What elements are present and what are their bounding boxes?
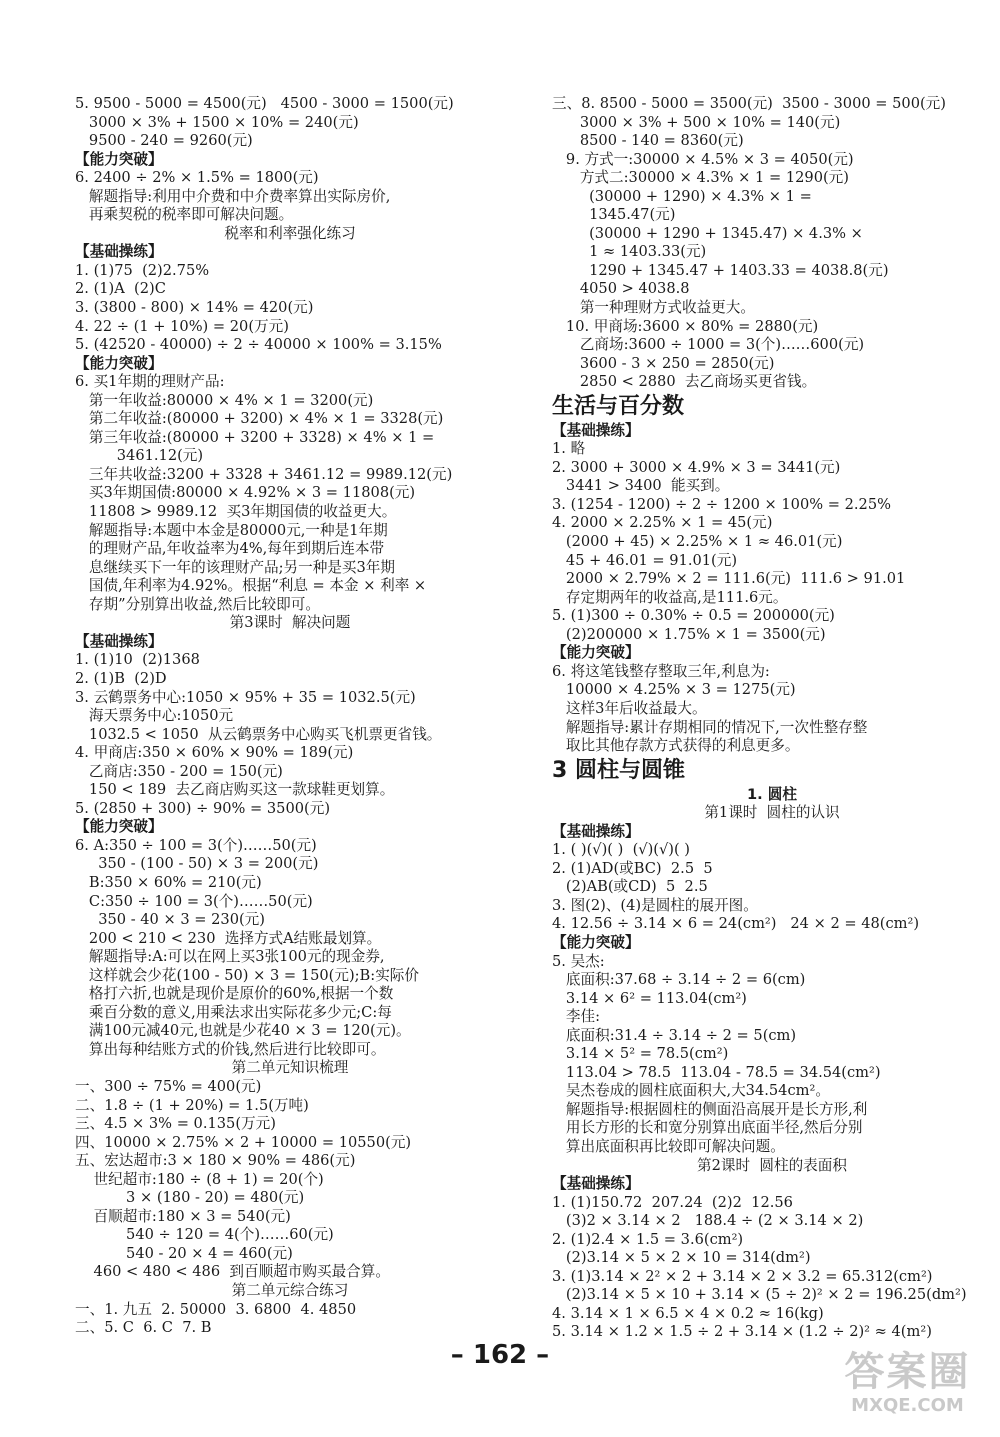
text-line: (2)200000 × 1.75% × 1 = 3500(元) [552,625,826,643]
text-line: 4. 12.56 ÷ 3.14 × 6 = 24(cm²) 24 × 2 = 48(cm²) [552,915,920,933]
watermark-en: MXQE.COM [851,1395,964,1416]
text-line: 格打六折,也就是现价是原价的60%,根据一个数 [75,985,394,1003]
text-line: 11808 > 9989.12 买3年期国债的收益更大。 [75,503,397,521]
text-line: 3. (1)3.14 × 2² × 2 + 3.14 × 2 × 3.2 = 65.312(cm²) [552,1267,933,1285]
text-line: 540 ÷ 120 = 4(个)……60(元) [75,1226,334,1244]
text-line: 解题指导:累计存期相同的情况下,一次性整存整 [552,718,868,736]
section-heading: 第3课时 解决问题 [229,614,351,632]
text-line: 三年共收益:3200 + 3328 + 3461.12 = 9989.12(元) [75,465,453,483]
text-line: 350 - (100 - 50) × 3 = 200(元) [75,855,319,873]
text-line: 460 < 480 < 486 到百顺超市购买最合算。 [75,1263,390,1281]
text-line: 1345.47(元) [552,206,676,224]
text-line: 1. 略 [552,440,586,458]
text-line: 3. (3800 - 800) × 14% = 420(元) [75,299,314,317]
text-line: 5. 9500 - 5000 = 4500(元) 4500 - 3000 = 1500(元) [75,95,454,112]
text-line: 2000 × 2.79% × 2 = 111.6(元) 111.6 > 91.01 [552,570,906,588]
text-line: 9500 - 240 = 9260(元) [75,132,253,150]
text-line: 海天票务中心:1050元 [75,707,234,725]
text-line: (30000 + 1290) × 4.3% × 1 = [552,187,812,205]
text-line: (2)3.14 × 5 × 2 × 10 = 314(dm²) [552,1249,811,1267]
section-label: 【基础操练】 [552,1175,640,1193]
text-line: 息继续买下一年的该理财产品;另一种是买3年期 [75,558,395,576]
text-line: 二、1.8 ÷ (1 + 20%) = 1.5(万吨) [75,1096,309,1114]
watermark-cn: 答案圈 [844,1349,971,1395]
chapter-heading: 3 圆柱与圆锥 [552,757,685,783]
right-column [552,95,992,1342]
text-line: 10000 × 4.25% × 3 = 1275(元) [552,681,796,699]
text-line: 1 ≈ 1403.33(元) [552,243,707,261]
text-line: 1. (1)150.72 207.24 (2)2 12.56 [552,1193,793,1211]
text-line: 3441 > 3400 能买到。 [552,477,730,495]
text-line: 540 - 20 × 4 = 460(元) [75,1244,293,1262]
text-line: 五、宏达超市:3 × 180 × 90% = 486(元) [75,1152,356,1170]
text-line: 4. 甲商店:350 × 60% × 90% = 189(元) [75,744,354,762]
text-line: 6. 2400 ÷ 2% × 1.5% = 1800(元) [75,169,319,187]
text-line: 四、10000 × 2.75% × 2 + 10000 = 10550(元) [75,1133,412,1151]
section-label: 【基础操练】 [552,421,640,439]
section-heading: 税率和利率强化练习 [224,224,356,242]
section-label: 【能力突破】 [75,354,163,372]
text-line: 113.04 > 78.5 113.04 - 78.5 = 34.54(cm²) [552,1063,881,1081]
text-line: (2000 + 45) × 2.25% × 1 ≈ 46.01(元) [552,533,843,551]
text-line: 5. (2850 + 300) ÷ 90% = 3500(元) [75,799,331,817]
text-line: 10. 甲商场:3600 × 80% = 2880(元) [552,317,819,335]
text-line: (30000 + 1290 + 1345.47) × 4.3% × [552,224,863,242]
text-line: 8500 - 140 = 8360(元) [552,132,744,150]
text-line: C:350 ÷ 100 = 3(个)……50(元) [75,892,313,910]
text-line: 乙商场:3600 ÷ 1000 = 3(个)……600(元) [552,336,865,354]
text-line: 200 < 210 < 230 选择方式A结账最划算。 [75,929,382,947]
text-line: 5. 吴杰: [552,952,605,970]
text-line: 1. (1)75 (2)2.75% [75,261,210,279]
text-line: 3000 × 3% + 500 × 10% = 140(元) [552,113,841,131]
left-column [75,95,505,1338]
section-heading: 第2课时 圆柱的表面积 [697,1156,847,1174]
text-line: 二、5. C 6. C 7. B [75,1319,212,1337]
text-line: 这样就会少花(100 - 50) × 3 = 150(元);B:实际价 [75,966,419,984]
chapter-heading: 生活与百分数 [552,393,685,419]
text-line: 3 × (180 - 20) = 480(元) [75,1189,305,1207]
text-line: 5. (42520 - 40000) ÷ 2 ÷ 40000 × 100% = 3.15% [75,336,442,354]
section-label: 【能力突破】 [552,644,640,662]
text-line: 2. (1)AD(或BC) 2.5 5 [552,859,713,877]
text-line: 3. 图(2)、(4)是圆柱的展开图。 [552,896,758,914]
section-heading: 1. 圆柱 [747,785,797,803]
text-line: 3. 云鹤票务中心:1050 × 95% + 35 = 1032.5(元) [75,688,416,706]
text-line: 满100元减40元,也就是少花40 × 3 = 120(元)。 [75,1022,411,1040]
text-line: 存期”分别算出收益,然后比较即可。 [75,595,320,613]
text-line: 算出底面积再比较即可解决问题。 [552,1137,785,1155]
page-number: – 162 – [450,1340,550,1370]
text-line: 再乘契税的税率即可解决问题。 [75,206,294,224]
text-line: 4. 2000 × 2.25% × 1 = 45(元) [552,514,773,532]
watermark-logo [825,1349,990,1429]
text-line: 2. (1)B (2)D [75,669,167,687]
section-label: 【基础操练】 [75,632,163,650]
text-line: 2850 < 2880 去乙商场买更省钱。 [552,373,817,391]
text-line: 150 < 189 去乙商店购买这一款球鞋更划算。 [75,781,395,799]
text-line: 350 - 40 × 3 = 230(元) [75,911,265,929]
text-line: 吴杰卷成的圆柱底面积大,大34.54cm²。 [552,1082,830,1100]
text-line: 3. (1254 - 1200) ÷ 2 ÷ 1200 × 100% = 2.25% [552,495,891,513]
text-line: 1032.5 < 1050 从云鹤票务中心购买飞机票更省钱。 [75,725,442,743]
text-line: 9. 方式一:30000 × 4.5% × 3 = 4050(元) [552,150,854,168]
text-line: 解题指导:利用中介费和中介费率算出实际房价, [75,187,391,205]
text-line: 4. 3.14 × 1 × 6.5 × 4 × 0.2 ≈ 16(kg) [552,1304,824,1322]
text-line: 存定期两年的收益高,是111.6元。 [552,588,788,606]
section-label: 【基础操练】 [552,822,640,840]
text-line: 这样3年后收益最大。 [552,699,707,717]
text-line: B:350 × 60% = 210(元) [75,873,262,891]
text-line: 1290 + 1345.47 + 1403.33 = 4038.8(元) [552,261,889,279]
section-heading: 第1课时 圆柱的认识 [704,804,840,822]
text-line: 一、300 ÷ 75% = 400(元) [75,1077,262,1095]
text-line: 45 + 46.01 = 91.01(元) [552,551,738,569]
text-line: 3461.12(元) [75,447,204,465]
text-line: 一、1. 九五 2. 50000 3. 6800 4. 4850 [75,1300,357,1318]
text-line: 的理财产品,年收益率为4%,每年到期后连本带 [75,540,385,558]
text-line: 百顺超市:180 × 3 = 540(元) [75,1207,291,1225]
text-line: 2. (1)A (2)C [75,280,166,298]
text-line: 世纪超市:180 ÷ (8 + 1) = 20(个) [75,1170,324,1188]
text-line: 6. 将这笔钱整存整取三年,利息为: [552,662,770,680]
text-line: 乘百分数的意义,用乘法求出实际花多少元;C:每 [75,1003,392,1021]
section-label: 【能力突破】 [75,150,163,168]
text-line: 解题指导:A:可以在网上买3张100元的现金券, [75,948,385,966]
text-line: 用长方形的长和宽分别算出底面半径,然后分别 [552,1119,863,1137]
section-label: 【能力突破】 [75,818,163,836]
text-line: 第一种理财方式收益更大。 [552,299,755,317]
text-line: 3600 - 3 × 250 = 2850(元) [552,354,775,372]
text-line: 取比其他存款方式获得的利息更多。 [552,737,800,755]
text-line: 三、4.5 × 3% = 0.135(万元) [75,1115,276,1133]
text-line: 解题指导:本题中本金是80000元,一种是1年期 [75,521,388,539]
text-line: 4. 22 ÷ (1 + 10%) = 20(万元) [75,317,289,335]
text-line: 第三年收益:(80000 + 3200 + 3328) × 4% × 1 = [75,428,435,446]
text-line: 2. (1)2.4 × 1.5 = 3.6(cm²) [552,1230,744,1248]
text-line: 乙商店:350 - 200 = 150(元) [75,762,283,780]
text-line: 3000 × 3% + 1500 × 10% = 240(元) [75,113,359,131]
text-line: 1. ( )(√)( ) (√)(√)( ) [552,841,690,859]
text-line: 1. (1)10 (2)1368 [75,651,200,669]
text-line: (2)AB(或CD) 5 2.5 [552,878,708,896]
text-line: 6. A:350 ÷ 100 = 3(个)……50(元) [75,836,317,854]
section-label: 【能力突破】 [552,933,640,951]
text-line: (3)2 × 3.14 × 2 188.4 ÷ (2 × 3.14 × 2) [552,1212,864,1230]
text-line: 买3年期国债:80000 × 4.92% × 3 = 11808(元) [75,484,416,502]
text-line: (2)3.14 × 5 × 10 + 3.14 × (5 ÷ 2)² × 2 = 196.25(dm²) [552,1286,967,1304]
section-heading: 第二单元综合练习 [231,1282,349,1299]
text-line: 三、8. 8500 - 5000 = 3500(元) 3500 - 3000 = 500(元) [552,95,946,112]
text-line: 6. 买1年期的理财产品: [75,373,225,391]
section-label: 【基础操练】 [75,243,163,261]
text-line: 2. 3000 + 3000 × 4.9% × 3 = 3441(元) [552,458,841,476]
text-line: 第一年收益:80000 × 4% × 1 = 3200(元) [75,391,374,409]
text-line: 算出每种结账方式的价钱,然后进行比较即可。 [75,1040,386,1058]
text-line: 3.14 × 6² = 113.04(cm²) [552,989,747,1007]
text-line: 5. 3.14 × 1.2 × 1.5 ÷ 2 + 3.14 × (1.2 ÷ 2)² ≈ 4(m²) [552,1323,932,1341]
text-line: 国债,年利率为4.92%。根据“利息 = 本金 × 利率 × [75,577,427,595]
text-line: 5. (1)300 ÷ 0.30% ÷ 0.5 = 200000(元) [552,607,835,625]
text-line: 方式二:30000 × 4.3% × 1 = 1290(元) [552,169,849,187]
text-line: 3.14 × 5² = 78.5(cm²) [552,1045,729,1063]
text-line: 第二年收益:(80000 + 3200) × 4% × 1 = 3328(元) [75,410,444,428]
text-line: 解题指导:根据圆柱的侧面沿高展开是长方形,利 [552,1100,868,1118]
text-line: 底面积:31.4 ÷ 3.14 ÷ 2 = 5(cm) [552,1026,797,1044]
section-heading: 第二单元知识梳理 [231,1059,349,1077]
text-line: 底面积:37.68 ÷ 3.14 ÷ 2 = 6(cm) [552,971,806,989]
text-line: 李佳: [552,1008,601,1026]
text-line: 4050 > 4038.8 [552,280,690,298]
